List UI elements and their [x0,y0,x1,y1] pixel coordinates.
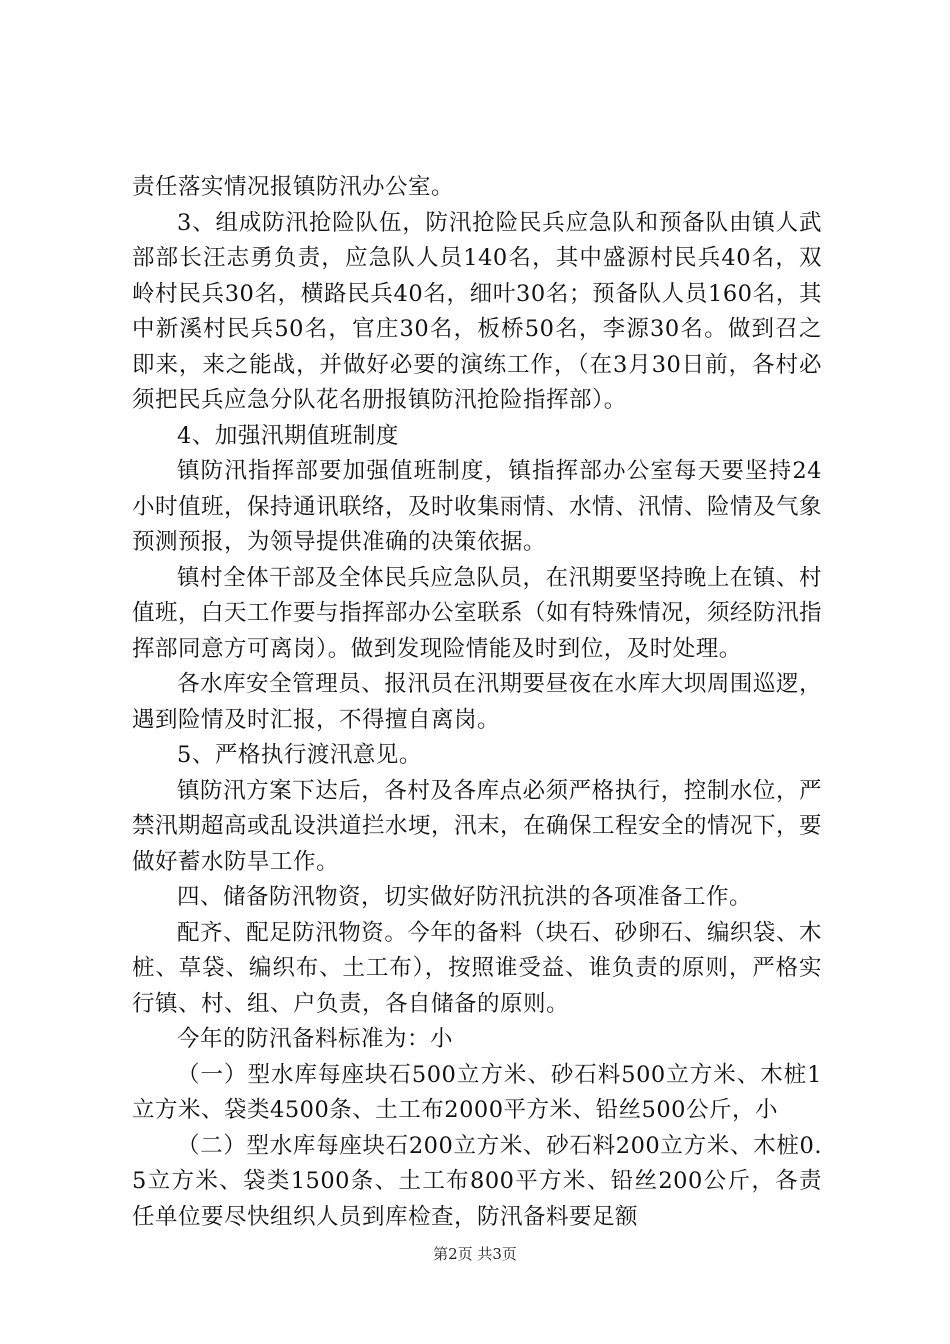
paragraph: 镇防汛指挥部要加强值班制度，镇指挥部办公室每天要坚持24小时值班，保持通讯联络，及时收集雨情、水情、汛情、险情及气象预测预报，为领导提供准确的决策依据。 [132,458,823,555]
paragraph: 3、组成防汛抢险队伍，防汛抢险民兵应急队和预备队由镇人武部部长汪志勇负责，应急队人员140名，其中盛源村民兵40名，双岭村民兵30名，横路民兵40名，细叶30名；预备队人员160名，其中新溪村民兵50名，官庄30名，板桥50名，李源30名。做到召之即来，来之能战，并做好必要的演练工作，（在3月30日前，各村必须把民兵应急分队花名册报镇防汛抢险指挥部）。 [132,209,822,413]
document-body [132,170,822,1235]
paragraph: （一）型水库每座块石500立方米、砂石料500立方米、木桩1立方米、袋类4500条、土工布2000平方米、铅丝500公斤，小 [132,1061,822,1123]
paragraph: 镇防汛方案下达后，各村及各库点必须严格执行，控制水位，严禁汛期超高或乱设洪道拦水埂，汛末，在确保工程安全的情况下，要做好蓄水防旱工作。 [132,777,823,875]
page-footer: 第2页 共3页 [433,1245,517,1263]
paragraph: 责任落实情况报镇防汛办公室。 [132,174,455,200]
paragraph: 配齐、配足防汛物资。今年的备料（块石、砂卵石、编织袋、木桩、草袋、编织布、土工布），按照谁受益、谁负责的原则，严格实行镇、村、组、户负责，各自储备的原则。 [132,919,822,1017]
paragraph: 镇村全体干部及全体民兵应急队员，在汛期要坚持晚上在镇、村值班，白天工作要与指挥部办公室联系（如有特殊情况，须经防汛指挥部同意方可离岗）。做到发现险情能及时到位，及时处理。 [132,564,823,662]
paragraph: 5、严格执行渡汛意见。 [177,742,422,768]
paragraph: 四、储备防汛物资，切实做好防汛抗洪的各项准备工作。 [177,884,753,910]
paragraph: 各水库安全管理员、报汛员在汛期要昼夜在水库大坝周围巡逻，遇到险情及时汇报，不得擅自离岗。 [132,671,822,733]
paragraph: 今年的防汛备料标准为：小 [177,1026,454,1052]
paragraph: （二）型水库每座块石200立方米、砂石料200立方米、木桩0.5立方米、袋类1500条、土工布800平方米、铅丝200公斤，各责任单位要尽快组织人员到库检查，防汛备料要足额 [132,1132,822,1230]
paragraph: 4、加强汛期值班制度 [177,422,399,449]
